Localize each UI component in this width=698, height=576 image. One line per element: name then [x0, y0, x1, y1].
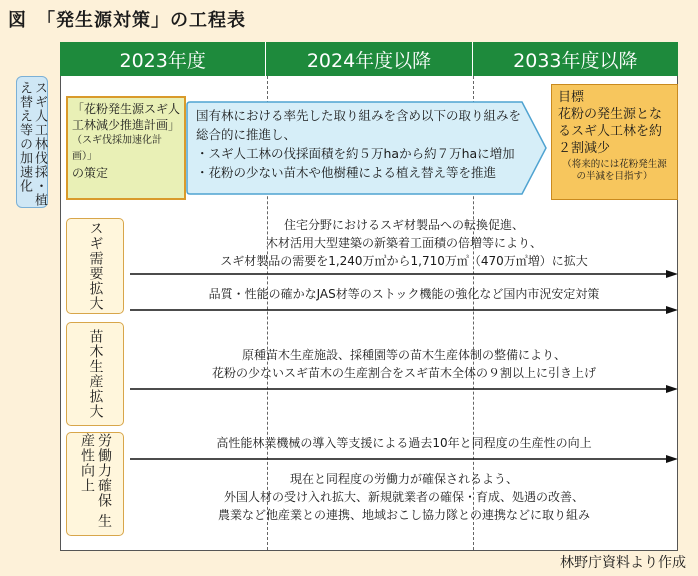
productivity-arrow [130, 454, 678, 464]
header-2024: 2024年度以降 [265, 42, 471, 76]
promotion-line3: ・スギ人工林の伐採面積を約５万haから約７万haに増加 [196, 146, 515, 161]
side-label [16, 76, 48, 208]
labor-line3: 外国人材の受け入れ拡大、新規就業者の確保・育成、処遇の改善、 [223, 490, 584, 504]
cedar-text-block [130, 216, 678, 270]
cedar-arrow [130, 269, 678, 279]
figure-title: 図 「発生源対策」の工程表 [8, 10, 246, 31]
timeline-header [60, 42, 678, 76]
labor-line4: 農業など他産業との連携、地域おこし協力隊との連携などに取り組み [217, 508, 590, 522]
goal-text: 花粉の発生源となるスギ人工林を約２割減少 [558, 107, 663, 156]
cedar-line3: スギ材製品の需要を1,240万㎥から1,710万㎥（470万㎥増）に拡大 [220, 254, 588, 268]
goal-box [551, 84, 678, 200]
category-labor-text: 労働力確保 生産性向上 [79, 433, 112, 529]
cedar-line4: 品質・性能の確かなJAS材等のストック機能の強化など国内市況安定対策 [208, 287, 600, 301]
source-note: 林野庁資料より作成 [560, 555, 686, 571]
promotion-line2: 総合的に推進し、 [196, 127, 297, 142]
category-cedar-demand-text: スギ需要拡大 [87, 221, 104, 311]
plan-line2: （スギ伐採加速化計画）」 [72, 135, 162, 162]
plan-box [66, 96, 186, 200]
goal-note: （将来的には花粉発生源の半減を目指す） [562, 159, 667, 182]
cedar-line1: 住宅分野におけるスギ材製品への転換促進、 [283, 218, 524, 232]
goal-label: 目標 [558, 90, 585, 105]
promotion-text [196, 106, 536, 182]
header-2033: 2033年度以降 [472, 42, 678, 76]
seedling-text-block [130, 346, 678, 382]
plan-line1: 「花粉発生源スギ人工林減少推進計画」 [72, 102, 181, 132]
header-2023: 2023年度 [119, 49, 206, 72]
plan-line3: の策定 [72, 166, 109, 180]
seedling-arrow [130, 384, 678, 394]
category-labor [66, 432, 124, 536]
side-label-text: スギ人工林伐採・植え替え等の加速化 [17, 81, 47, 207]
cedar-line2: 木材活用大型建築の新築着工面積の倍増等により、 [265, 236, 542, 250]
seedling-line2: 花粉の少ないスギ苗木の生産割合をスギ苗木全体の９割以上に引き上げ [211, 366, 596, 380]
category-seedling [66, 322, 124, 426]
stock-arrow [130, 305, 678, 315]
category-cedar-demand [66, 218, 124, 314]
promotion-line4: ・花粉の少ない苗木や他樹種による植え替え等を推進 [196, 165, 497, 180]
category-seedling-text: 苗木生産拡大 [87, 329, 104, 419]
labor-line2: 現在と同程度の労働力が確保されるよう、 [289, 472, 518, 486]
seedling-line1: 原種苗木生産施設、採種園等の苗木生産体制の整備により、 [241, 348, 566, 362]
labor-line1: 高性能林業機械の導入等支援による過去10年と同程度の生産性の向上 [216, 436, 592, 450]
labor-text-block [130, 470, 678, 524]
promotion-line1: 国有林における率先した取り組みを含め以下の取り組みを [196, 108, 522, 123]
